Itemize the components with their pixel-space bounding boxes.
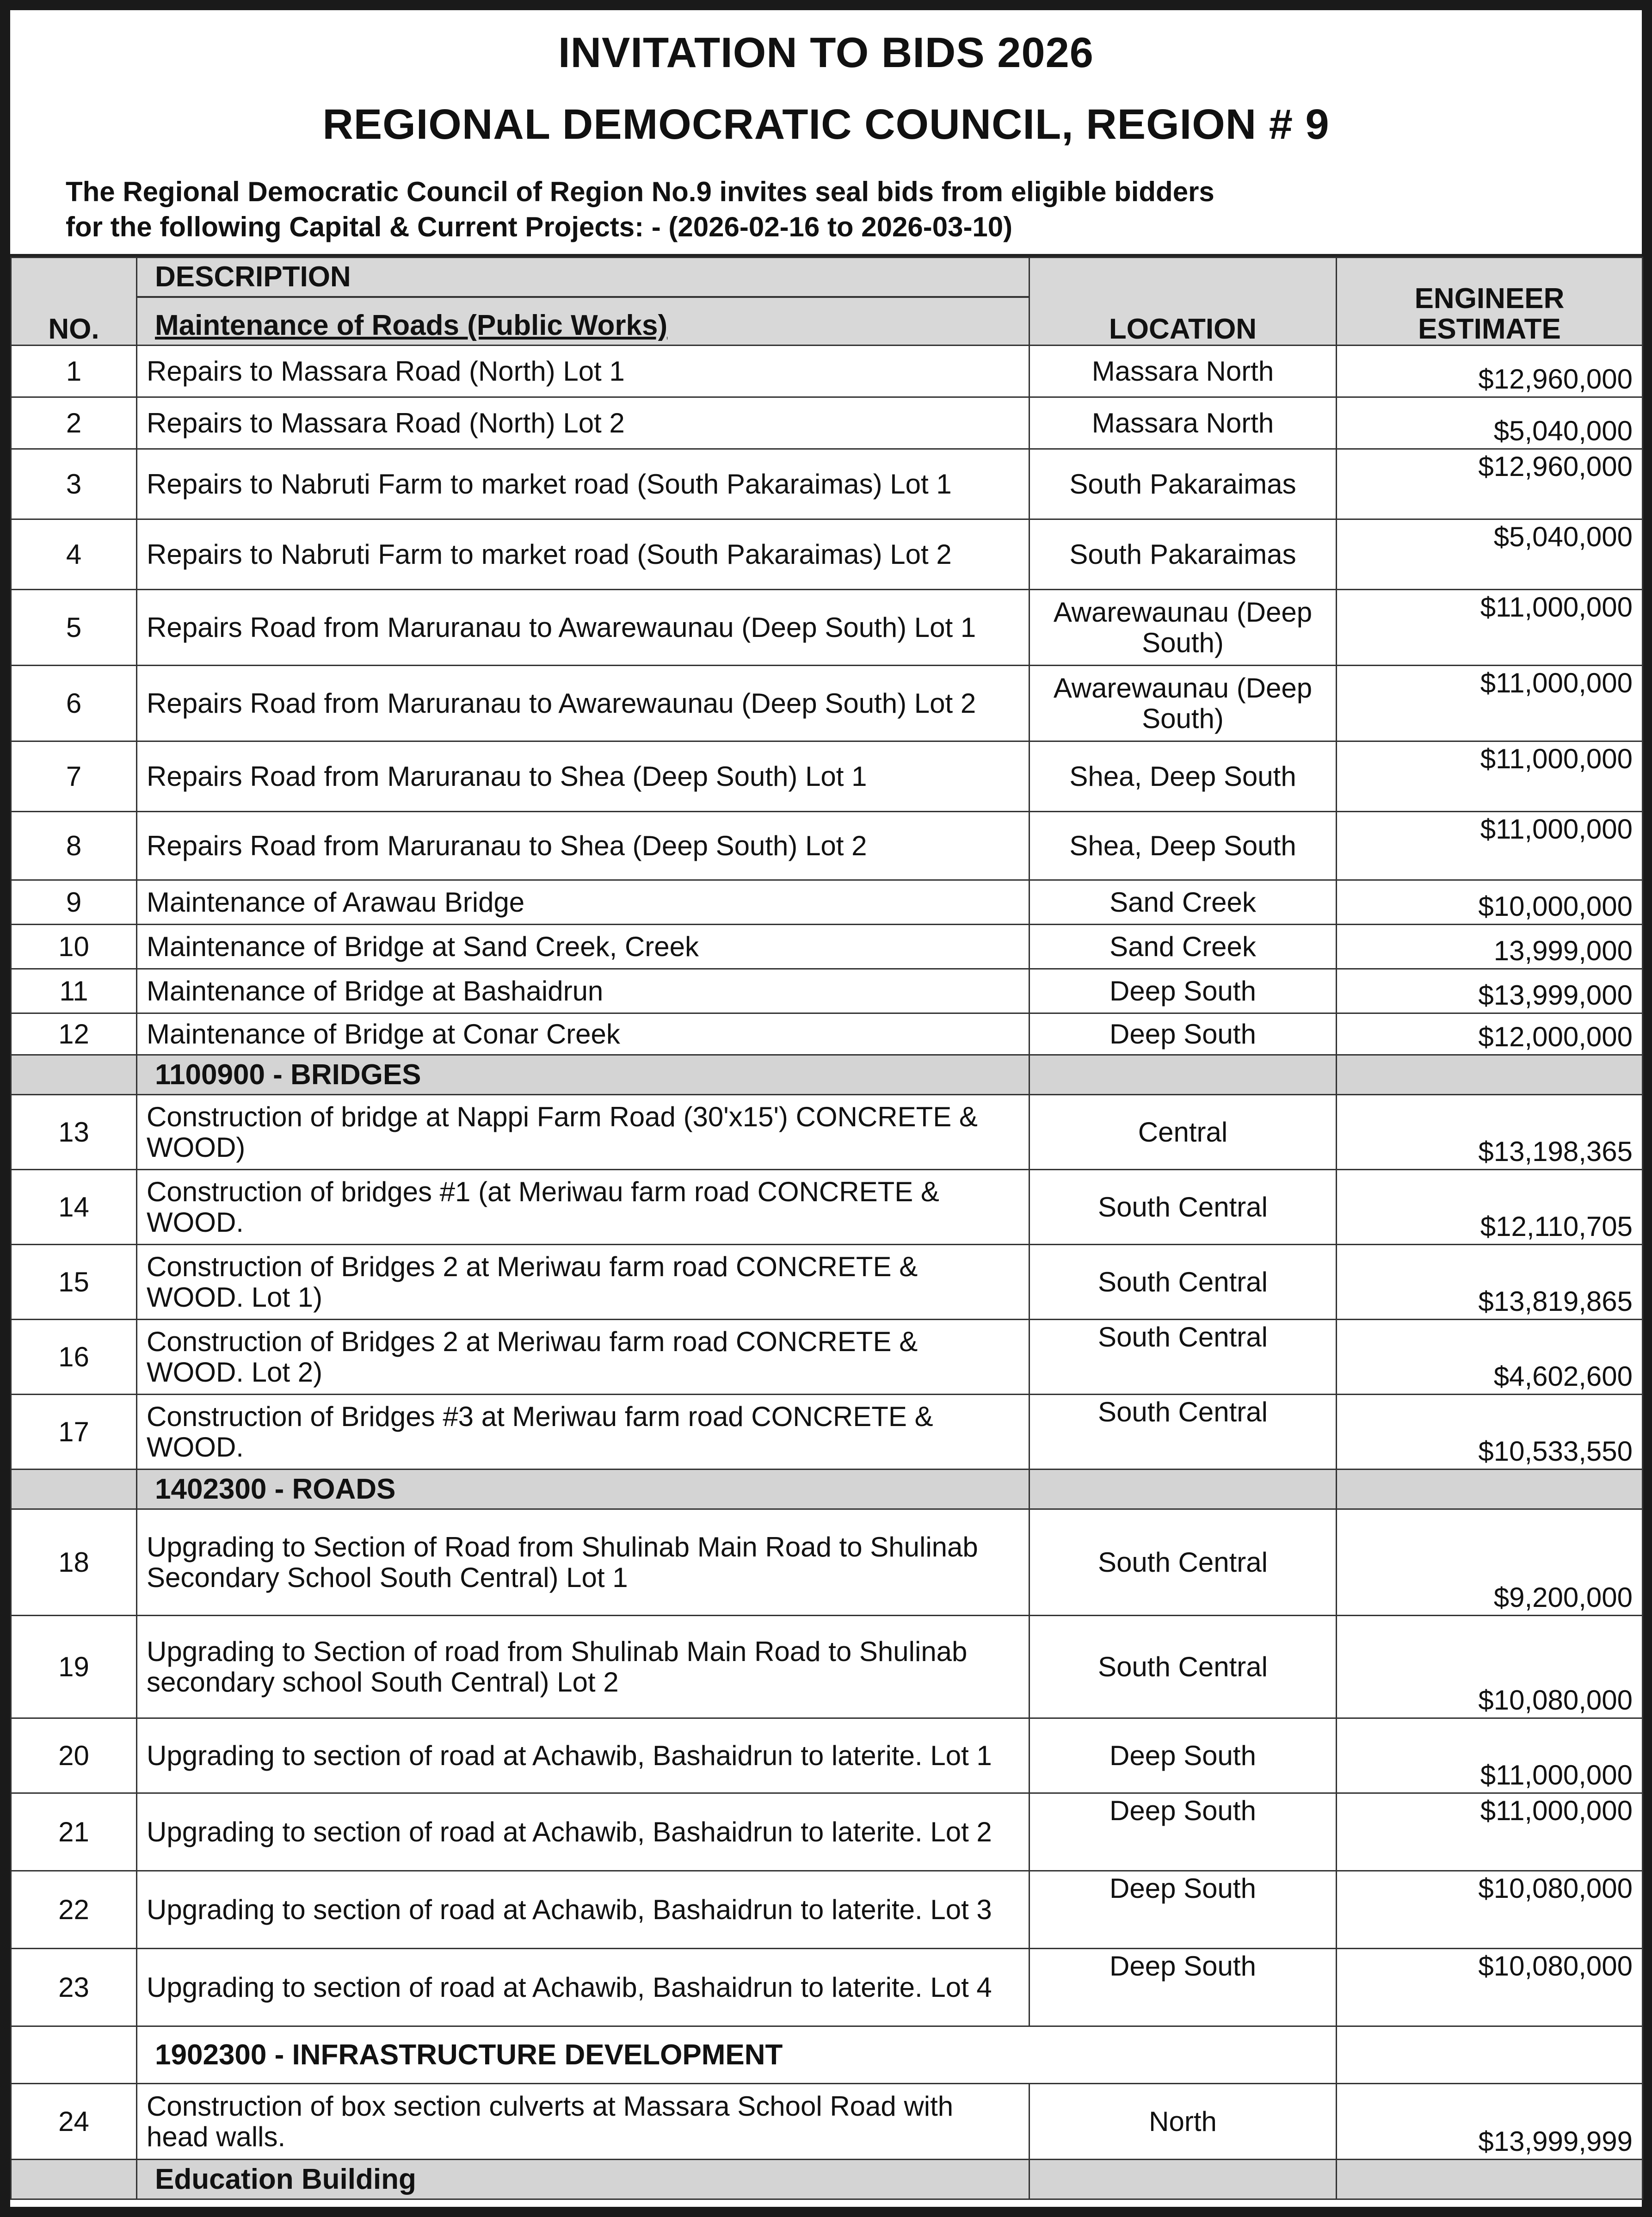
row-description: Repairs Road from Maruranau to Shea (Deep South) Lot 2 (137, 812, 1029, 880)
row-description: Construction of bridges #1 (at Meriwau farm road CONCRETE & WOOD. (137, 1170, 1029, 1245)
row-description: Construction of bridge at Nappi Farm Road (30'x15') CONCRETE & WOOD) (137, 1095, 1029, 1170)
row-number: 23 (11, 1949, 137, 2026)
section-roads (11, 1470, 1643, 1509)
row-description: Repairs Road from Maruranau to Shea (Deep South) Lot 1 (137, 741, 1029, 812)
intro-paragraph (66, 174, 1592, 245)
table-header-row (11, 258, 1643, 346)
row-number: 9 (11, 880, 137, 925)
table-row (11, 1170, 1643, 1245)
row-description: Maintenance of Arawau Bridge (137, 880, 1029, 925)
row-estimate: $12,110,705 (1337, 1170, 1643, 1245)
row-number: 19 (11, 1616, 137, 1718)
notice-title: INVITATION TO BIDS 2026 (558, 29, 1094, 76)
header-location: LOCATION (1029, 258, 1337, 346)
section-number-cell (11, 2160, 137, 2199)
row-number: 8 (11, 812, 137, 880)
row-location: Sand Creek (1029, 880, 1337, 925)
row-description: Maintenance of Bridge at Conar Creek (137, 1013, 1029, 1055)
table-row (11, 1013, 1643, 1055)
header-estimate-line-1: ENGINEER (1414, 283, 1565, 315)
header-description-label: DESCRIPTION (137, 258, 1029, 298)
row-estimate: $4,602,600 (1337, 1320, 1643, 1395)
section-number-cell (11, 1470, 137, 1509)
row-description: Upgrading to section of road at Achawib, Bashaidrun to laterite. Lot 2 (137, 1793, 1029, 1871)
row-number: 11 (11, 969, 137, 1013)
section-number-cell (11, 1055, 137, 1095)
table-row (11, 925, 1643, 969)
section-education (11, 2160, 1643, 2199)
row-estimate: $13,819,865 (1337, 1245, 1643, 1320)
row-number: 21 (11, 1793, 137, 1871)
table-row (11, 880, 1643, 925)
row-estimate: $5,040,000 (1337, 397, 1643, 449)
intro-line-2: for the following Capital & Current Projects: - (2026-02-16 to 2026-03-10) (66, 211, 1013, 242)
table-row (11, 1320, 1643, 1395)
row-number: 17 (11, 1395, 137, 1470)
row-estimate: $10,000,000 (1337, 880, 1643, 925)
table-row (11, 1245, 1643, 1320)
section-estimate-cell (1337, 2026, 1643, 2084)
section-bridges (11, 1055, 1643, 1095)
row-estimate: $12,960,000 (1337, 449, 1643, 519)
table-row (11, 1718, 1643, 1793)
council-name: REGIONAL DEMOCRATIC COUNCIL, REGION # 9 (322, 101, 1330, 148)
table-row (11, 2084, 1643, 2160)
row-estimate: $13,999,000 (1337, 969, 1643, 1013)
row-estimate: $12,000,000 (1337, 1013, 1643, 1055)
row-number: 15 (11, 1245, 137, 1320)
row-estimate: $11,000,000 (1337, 590, 1643, 666)
table-row (11, 812, 1643, 880)
table-row (11, 1616, 1643, 1718)
row-number: 24 (11, 2084, 137, 2160)
section-infrastructure (11, 2026, 1643, 2084)
row-description: Repairs to Nabruti Farm to market road (South Pakaraimas) Lot 1 (137, 449, 1029, 519)
row-location: South Pakaraimas (1029, 449, 1337, 519)
row-estimate: $11,000,000 (1337, 1793, 1643, 1871)
row-description: Construction of Bridges 2 at Meriwau farm road CONCRETE & WOOD. Lot 2) (137, 1320, 1029, 1395)
section-title: 1402300 - ROADS (137, 1470, 1029, 1509)
row-description: Repairs Road from Maruranau to Awarewaunau (Deep South) Lot 1 (137, 590, 1029, 666)
section-title: Education Building (137, 2160, 1029, 2199)
row-number: 16 (11, 1320, 137, 1395)
row-location: North (1029, 2084, 1337, 2160)
row-location: South Central (1029, 1170, 1337, 1245)
notice-header (10, 10, 1642, 257)
row-location: Shea, Deep South (1029, 741, 1337, 812)
section-number-cell (11, 2026, 137, 2084)
table-row (11, 741, 1643, 812)
row-location: South Central (1029, 1245, 1337, 1320)
row-description: Upgrading to section of road at Achawib, Bashaidrun to laterite. Lot 3 (137, 1871, 1029, 1949)
row-location: Deep South (1029, 1013, 1337, 1055)
row-description: Repairs to Massara Road (North) Lot 2 (137, 397, 1029, 449)
row-description: Construction of box section culverts at Massara School Road with head walls. (137, 2084, 1029, 2160)
table-row (11, 1509, 1643, 1616)
table-row (11, 449, 1643, 519)
section-title: 1100900 - BRIDGES (137, 1055, 1029, 1095)
table-row (11, 666, 1643, 741)
row-description: Construction of Bridges 2 at Meriwau farm road CONCRETE & WOOD. Lot 1) (137, 1245, 1029, 1320)
row-description: Repairs to Massara Road (North) Lot 1 (137, 346, 1029, 397)
row-number: 7 (11, 741, 137, 812)
row-location: Sand Creek (1029, 925, 1337, 969)
row-estimate: $5,040,000 (1337, 519, 1643, 590)
row-location: Deep South (1029, 1718, 1337, 1793)
row-estimate: $10,080,000 (1337, 1871, 1643, 1949)
section-estimate-cell (1337, 2160, 1643, 2199)
row-location: Deep South (1029, 1793, 1337, 1871)
header-description-category: Maintenance of Roads (Public Works) (155, 309, 668, 341)
row-estimate: 13,999,000 (1337, 925, 1643, 969)
row-location: South Central (1029, 1395, 1337, 1470)
row-description: Maintenance of Bridge at Bashaidrun (137, 969, 1029, 1013)
table-row (11, 969, 1643, 1013)
header-estimate-line-2: ESTIMATE (1418, 313, 1561, 345)
row-location: South Pakaraimas (1029, 519, 1337, 590)
row-number: 20 (11, 1718, 137, 1793)
row-location: Central (1029, 1095, 1337, 1170)
row-number: 10 (11, 925, 137, 969)
row-location: Shea, Deep South (1029, 812, 1337, 880)
table-row (11, 1949, 1643, 2026)
header-description (137, 258, 1029, 346)
row-number: 18 (11, 1509, 137, 1616)
row-number: 4 (11, 519, 137, 590)
row-number: 1 (11, 346, 137, 397)
row-location: Massara North (1029, 346, 1337, 397)
row-estimate: $13,198,365 (1337, 1095, 1643, 1170)
row-description: Upgrading to Section of Road from Shulinab Main Road to Shulinab Secondary School South Central) Lot 1 (137, 1509, 1029, 1616)
row-location: South Central (1029, 1616, 1337, 1718)
row-location: Awarewaunau (Deep South) (1029, 590, 1337, 666)
row-description: Upgrading to Section of road from Shulinab Main Road to Shulinab secondary school South Central) Lot 2 (137, 1616, 1029, 1718)
row-description: Upgrading to section of road at Achawib, Bashaidrun to laterite. Lot 1 (137, 1718, 1029, 1793)
header-estimate (1337, 258, 1643, 346)
row-description: Construction of Bridges #3 at Meriwau farm road CONCRETE & WOOD. (137, 1395, 1029, 1470)
table-row (11, 1793, 1643, 1871)
row-estimate: $10,533,550 (1337, 1395, 1643, 1470)
bids-table (10, 257, 1643, 2200)
table-row (11, 590, 1643, 666)
section-location-cell (1029, 1470, 1337, 1509)
section-title: 1902300 - INFRASTRUCTURE DEVELOPMENT (137, 2026, 1337, 2084)
row-estimate: $13,999,999 (1337, 2084, 1643, 2160)
row-estimate: $10,080,000 (1337, 1616, 1643, 1718)
row-location: Deep South (1029, 1871, 1337, 1949)
row-estimate: $11,000,000 (1337, 741, 1643, 812)
row-location: Deep South (1029, 1949, 1337, 2026)
row-number: 5 (11, 590, 137, 666)
row-description: Repairs Road from Maruranau to Awarewaunau (Deep South) Lot 2 (137, 666, 1029, 741)
section-estimate-cell (1337, 1055, 1643, 1095)
table-row (11, 1395, 1643, 1470)
row-location: Deep South (1029, 969, 1337, 1013)
row-number: 2 (11, 397, 137, 449)
row-number: 14 (11, 1170, 137, 1245)
table-row (11, 519, 1643, 590)
intro-line-1: The Regional Democratic Council of Region No.9 invites seal bids from eligible bidders (66, 176, 1214, 207)
row-description: Maintenance of Bridge at Sand Creek, Creek (137, 925, 1029, 969)
table-row (11, 346, 1643, 397)
section-location-cell (1029, 2160, 1337, 2199)
row-location: Massara North (1029, 397, 1337, 449)
table-row (11, 397, 1643, 449)
table-row (11, 1871, 1643, 1949)
header-no: NO. (11, 258, 137, 346)
row-number: 22 (11, 1871, 137, 1949)
row-number: 6 (11, 666, 137, 741)
row-estimate: $12,960,000 (1337, 346, 1643, 397)
row-estimate: $9,200,000 (1337, 1509, 1643, 1616)
row-location: South Central (1029, 1320, 1337, 1395)
section-estimate-cell (1337, 1470, 1643, 1509)
table-row (11, 1095, 1643, 1170)
row-estimate: $11,000,000 (1337, 812, 1643, 880)
row-number: 12 (11, 1013, 137, 1055)
row-estimate: $11,000,000 (1337, 666, 1643, 741)
row-number: 3 (11, 449, 137, 519)
row-location: Awarewaunau (Deep South) (1029, 666, 1337, 741)
row-description: Repairs to Nabruti Farm to market road (South Pakaraimas) Lot 2 (137, 519, 1029, 590)
row-description: Upgrading to section of road at Achawib, Bashaidrun to laterite. Lot 4 (137, 1949, 1029, 2026)
row-estimate: $11,000,000 (1337, 1718, 1643, 1793)
section-location-cell (1029, 1055, 1337, 1095)
row-estimate: $10,080,000 (1337, 1949, 1643, 2026)
row-number: 13 (11, 1095, 137, 1170)
row-location: South Central (1029, 1509, 1337, 1616)
